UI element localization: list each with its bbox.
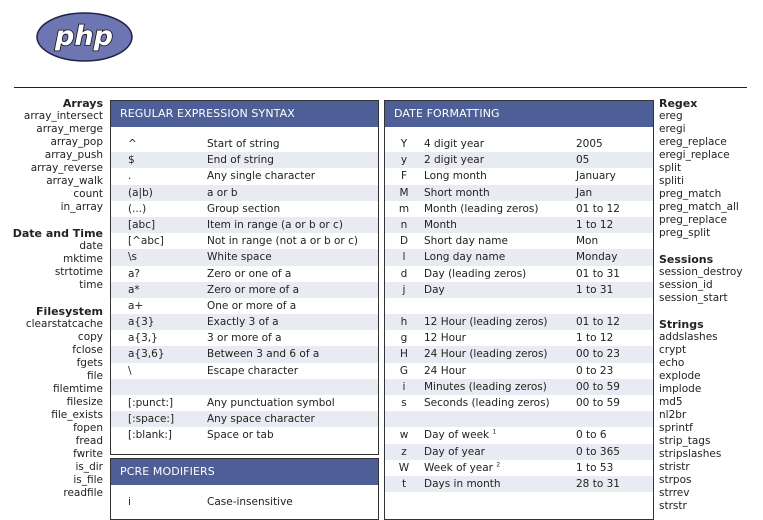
format-code: y: [400, 154, 408, 167]
function-link[interactable]: eregi: [659, 123, 686, 135]
syntax-pattern: [^abc]: [128, 235, 164, 248]
table-row: [385, 168, 653, 184]
format-description: 24 Hour: [424, 364, 466, 377]
function-link[interactable]: explode: [659, 370, 701, 382]
format-description: Month (leading zeros): [424, 202, 539, 215]
syntax-description: a or b: [207, 186, 238, 199]
format-description: 12 Hour (leading zeros): [424, 316, 548, 329]
function-link[interactable]: session_start: [659, 292, 728, 304]
table-row: [385, 298, 653, 314]
pcre-panel-title: PCRE MODIFIERS: [111, 459, 378, 485]
function-link[interactable]: ereg_replace: [659, 136, 727, 148]
pcre-rows: [111, 485, 378, 510]
function-link[interactable]: nl2br: [659, 409, 687, 421]
function-link[interactable]: eregi_replace: [659, 149, 730, 161]
table-row: [385, 427, 653, 443]
format-code: n: [400, 218, 408, 231]
format-code: g: [400, 332, 408, 345]
format-example: January: [576, 170, 616, 183]
table-row: [385, 411, 653, 427]
format-code: t: [401, 477, 407, 490]
table-row: [385, 330, 653, 346]
table-row: [111, 282, 378, 298]
format-description: Minutes (leading zeros): [424, 380, 547, 393]
function-link[interactable]: fwrite: [73, 448, 103, 460]
function-link[interactable]: addslashes: [659, 331, 718, 343]
format-code: H: [400, 348, 408, 361]
format-example: 1 to 12: [576, 218, 614, 231]
syntax-description: Between 3 and 6 of a: [207, 348, 320, 361]
function-link[interactable]: sprintf: [659, 422, 693, 434]
syntax-pattern: \s: [128, 251, 138, 264]
function-link[interactable]: session_destroy: [659, 266, 743, 278]
date-panel-title: DATE FORMATTING: [385, 101, 653, 127]
table-row: [385, 346, 653, 362]
footnote-marker: 1: [492, 428, 497, 436]
syntax-pattern: i: [128, 496, 131, 508]
function-link[interactable]: filesize: [66, 396, 103, 408]
format-example: Jan: [576, 186, 593, 199]
syntax-pattern: $: [128, 154, 135, 167]
format-description: Month: [424, 218, 457, 231]
table-row: [111, 152, 378, 168]
function-link[interactable]: strpos: [659, 474, 692, 486]
format-description: Week of year $^2$: [424, 461, 501, 474]
syntax-pattern: [:blank:]: [128, 429, 173, 442]
syntax-description: Escape character: [207, 364, 299, 377]
section-heading: Date and Time: [12, 227, 103, 240]
function-link[interactable]: fread: [75, 435, 103, 447]
function-link[interactable]: array_walk: [46, 175, 103, 187]
format-description: Short month: [424, 186, 490, 199]
function-link[interactable]: preg_split: [659, 227, 711, 239]
format-example: 28 to 31: [576, 477, 620, 490]
section-heading: Sessions: [659, 253, 714, 266]
format-code: h: [400, 316, 408, 329]
format-example: 0 to 365: [576, 445, 620, 458]
format-example: 00 to 23: [576, 348, 620, 361]
syntax-pattern: (a|b): [128, 186, 153, 199]
header-divider: [14, 87, 747, 88]
function-link[interactable]: array_merge: [36, 123, 103, 135]
syntax-description: Space or tab: [207, 429, 274, 442]
syntax-description: Group section: [207, 202, 281, 215]
function-link[interactable]: md5: [659, 396, 683, 408]
php-logo: [36, 12, 133, 62]
table-row: [385, 233, 653, 249]
function-link[interactable]: array_intersect: [23, 110, 103, 122]
syntax-pattern: .: [128, 170, 132, 183]
function-link[interactable]: strstr: [659, 500, 687, 512]
function-link[interactable]: spliti: [659, 175, 685, 187]
function-link[interactable]: crypt: [659, 344, 687, 356]
table-row: [385, 395, 653, 411]
syntax-description: Item in range (a or b or c): [207, 218, 343, 231]
function-link[interactable]: array_push: [44, 149, 103, 161]
pcre-modifiers-panel: [110, 458, 379, 520]
format-description: 2 digit year: [424, 154, 485, 167]
format-example: 01 to 12: [576, 316, 620, 329]
format-example: Mon: [576, 235, 599, 248]
function-link[interactable]: echo: [659, 357, 685, 369]
format-description: Long day name: [424, 251, 506, 264]
table-row: [111, 168, 378, 184]
function-link[interactable]: time: [79, 279, 103, 291]
regex-panel-title: REGULAR EXPRESSION SYNTAX: [111, 101, 378, 127]
table-row: [111, 249, 378, 265]
table-row: [385, 444, 653, 460]
format-description: Day (leading zeros): [424, 267, 527, 280]
php-logo-text: php: [55, 21, 113, 52]
syntax-description: 3 or more of a: [207, 332, 282, 345]
table-row: [385, 201, 653, 217]
format-description: Day of year: [424, 445, 485, 458]
table-row: [385, 282, 653, 298]
format-code: W: [398, 461, 410, 474]
date-rows: [385, 127, 653, 492]
syntax-description: Any punctuation symbol: [207, 397, 335, 409]
format-description: Day: [424, 283, 445, 296]
format-description: Short day name: [424, 235, 508, 248]
syntax-description: End of string: [207, 154, 274, 167]
syntax-pattern: (...): [128, 202, 147, 215]
syntax-pattern: [:space:]: [128, 413, 175, 426]
syntax-pattern: a{3,6}: [128, 348, 165, 361]
function-link[interactable]: filemtime: [53, 383, 103, 395]
table-row: [385, 249, 653, 265]
format-example: 01 to 12: [576, 202, 620, 215]
function-link[interactable]: preg_replace: [659, 214, 727, 226]
syntax-pattern: ^: [128, 138, 137, 150]
syntax-description: Case-insensitive: [207, 496, 293, 508]
format-example: 01 to 31: [576, 267, 620, 280]
right-function-list: [659, 97, 763, 513]
table-row: [111, 494, 378, 510]
function-link[interactable]: mktime: [62, 253, 103, 265]
table-row: [111, 217, 378, 233]
table-row: [385, 314, 653, 330]
regex-syntax-panel: [110, 100, 379, 455]
format-description: Long month: [424, 170, 487, 183]
format-code: z: [401, 445, 407, 458]
function-link[interactable]: is_file: [73, 474, 103, 486]
section-heading: Strings: [659, 318, 704, 331]
function-link[interactable]: file_exists: [51, 409, 103, 421]
format-example: 1 to 12: [576, 332, 614, 345]
function-link[interactable]: split: [659, 162, 682, 174]
function-link[interactable]: in_array: [60, 201, 103, 213]
function-link[interactable]: ereg: [659, 110, 683, 122]
table-row: [385, 152, 653, 168]
format-code: D: [399, 235, 409, 248]
format-example: Monday: [576, 251, 618, 264]
syntax-pattern: a{3,}: [128, 332, 158, 345]
table-row: [111, 330, 378, 346]
format-example: 1 to 31: [576, 283, 614, 296]
syntax-pattern: a+: [128, 299, 144, 312]
syntax-description: Start of string: [207, 138, 280, 150]
function-link[interactable]: clearstatcache: [25, 318, 103, 330]
function-link[interactable]: is_dir: [75, 461, 103, 473]
table-row: [385, 379, 653, 395]
syntax-pattern: [:punct:]: [128, 397, 174, 409]
table-row: [385, 476, 653, 492]
format-code: d: [400, 267, 408, 280]
table-row: [111, 298, 378, 314]
format-code: m: [398, 202, 410, 215]
syntax-description: Exactly 3 of a: [207, 316, 279, 329]
function-link[interactable]: fopen: [73, 422, 103, 434]
syntax-description: Any space character: [207, 413, 315, 426]
table-row: [111, 395, 378, 411]
format-example: 0 to 6: [576, 429, 607, 442]
syntax-description: White space: [207, 251, 272, 264]
table-row: [385, 217, 653, 233]
format-example: 2005: [576, 138, 603, 150]
table-row: [385, 136, 653, 152]
table-row: [111, 427, 378, 443]
function-link[interactable]: count: [73, 188, 103, 200]
table-row: [111, 266, 378, 282]
section-gap: [659, 240, 763, 253]
format-code: s: [401, 397, 407, 409]
section-gap: [659, 305, 763, 318]
format-example: 00 to 59: [576, 380, 620, 393]
syntax-description: Zero or one of a: [207, 267, 292, 280]
function-link[interactable]: readfile: [63, 487, 103, 499]
function-link[interactable]: stristr: [659, 461, 690, 473]
syntax-description: Any single character: [207, 170, 316, 183]
function-link[interactable]: copy: [77, 331, 103, 343]
function-link[interactable]: preg_match: [659, 188, 722, 200]
format-example: 0 to 23: [576, 364, 614, 377]
format-description: Seconds (leading zeros): [424, 397, 550, 409]
function-link[interactable]: session_id: [659, 279, 713, 291]
format-code: F: [400, 170, 408, 183]
syntax-pattern: \: [128, 364, 132, 377]
format-description: Day of week $^1$: [424, 428, 497, 442]
date-formatting-panel: [384, 100, 654, 520]
function-link[interactable]: strtotime: [54, 266, 103, 278]
function-link[interactable]: array_pop: [50, 136, 103, 148]
function-link[interactable]: file: [87, 370, 103, 382]
format-example: 1 to 53: [576, 461, 614, 474]
format-description: 4 digit year: [424, 138, 485, 150]
function-link[interactable]: strip_tags: [659, 435, 711, 447]
section-heading: Arrays: [62, 97, 103, 110]
function-link[interactable]: stripslashes: [659, 448, 722, 460]
table-row: [111, 314, 378, 330]
table-row: [385, 266, 653, 282]
table-row: [385, 185, 653, 201]
function-link[interactable]: fclose: [72, 344, 103, 356]
function-link[interactable]: strrev: [659, 487, 690, 499]
format-code: G: [399, 364, 409, 377]
syntax-pattern: a{3}: [128, 316, 155, 329]
regex-rows: [111, 127, 378, 444]
syntax-description: One or more of a: [207, 299, 297, 312]
left-function-list: [0, 97, 103, 500]
format-code: Y: [400, 138, 408, 150]
syntax-description: Not in range (not a or b or c): [207, 235, 358, 248]
syntax-pattern: a?: [128, 267, 141, 280]
syntax-description: Zero or more of a: [207, 283, 300, 296]
table-row: [385, 363, 653, 379]
footnote-marker: 2: [496, 461, 501, 469]
table-row: [111, 201, 378, 217]
format-code: w: [399, 429, 409, 442]
format-description: 12 Hour: [424, 332, 466, 345]
function-link[interactable]: fgets: [76, 357, 103, 369]
function-link[interactable]: preg_match_all: [659, 201, 739, 213]
section-heading: Filesystem: [36, 305, 103, 318]
table-row: [111, 136, 378, 152]
table-row: [111, 379, 378, 395]
section-gap: [0, 214, 103, 227]
table-row: [111, 346, 378, 362]
function-link[interactable]: array_reverse: [30, 162, 103, 174]
table-row: [111, 185, 378, 201]
syntax-pattern: [abc]: [128, 218, 156, 231]
table-row: [111, 233, 378, 249]
section-heading: Regex: [659, 97, 698, 110]
format-code: M: [399, 186, 409, 199]
function-link[interactable]: date: [79, 240, 103, 252]
format-example: 05: [576, 154, 590, 167]
section-gap: [0, 292, 103, 305]
format-code: l: [402, 251, 406, 264]
format-description: 24 Hour (leading zeros): [424, 348, 548, 361]
function-link[interactable]: implode: [659, 383, 702, 395]
table-row: [385, 460, 653, 476]
format-example: 00 to 59: [576, 397, 620, 409]
table-row: [111, 411, 378, 427]
table-row: [111, 363, 378, 379]
format-code: j: [402, 283, 406, 296]
format-description: Days in month: [424, 477, 501, 490]
format-code: i: [402, 380, 406, 393]
syntax-pattern: a*: [128, 283, 140, 296]
